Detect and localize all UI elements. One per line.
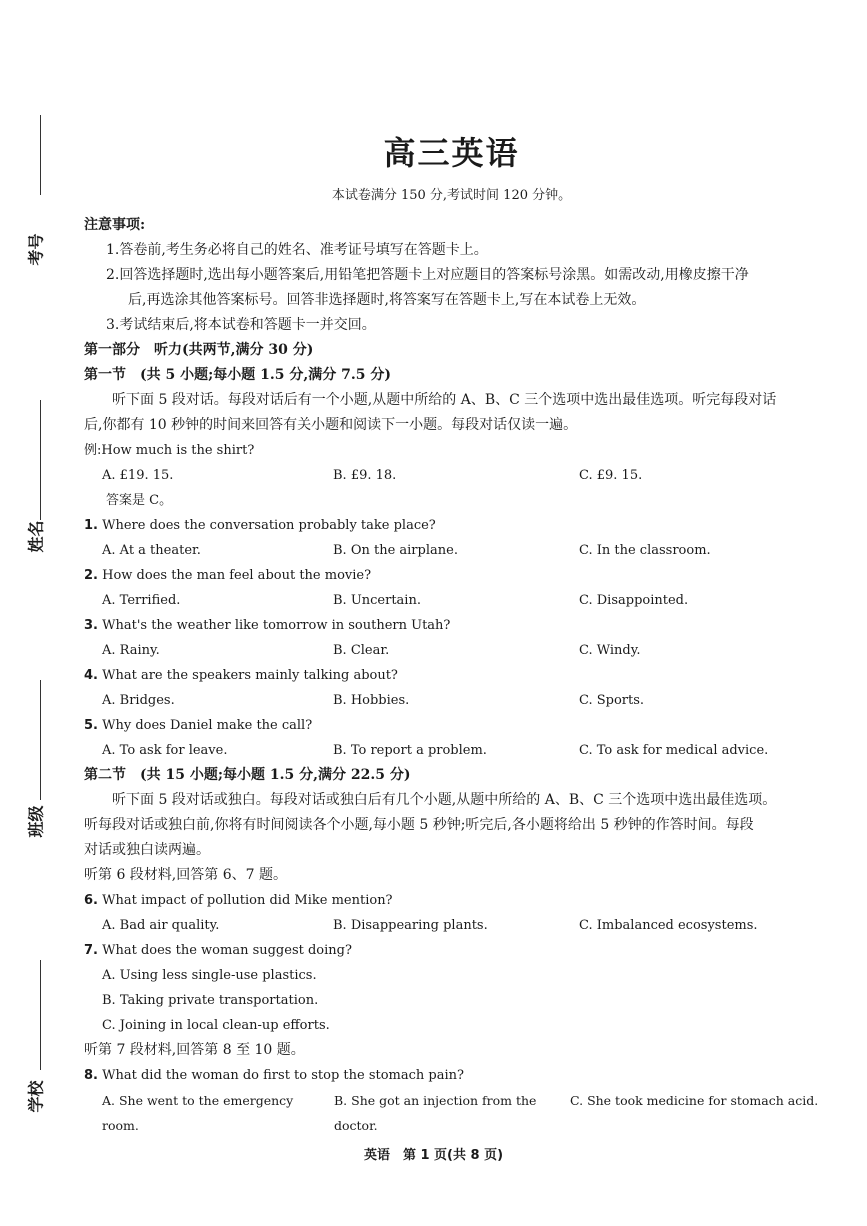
option-b: B. Hobbies. — [333, 693, 410, 708]
material-7-instruction: 听第 7 段材料,回答第 8 至 10 题。 — [84, 1042, 305, 1058]
question-text: Why does Daniel make the call? — [102, 718, 313, 733]
option-b: B. Uncertain. — [333, 593, 421, 608]
margin-line — [40, 115, 41, 195]
exam-subtitle: 本试卷满分 150 分,考试时间 120 分钟。 — [331, 188, 572, 203]
question-2 — [84, 563, 819, 588]
notice-item: 3.考试结束后,将本试卷和答题卡一并交回。 — [106, 317, 376, 333]
option-c: C. Disappointed. — [579, 593, 689, 608]
section2-intro-cont: 对话或独白读两遍。 — [84, 842, 210, 858]
option-c: C. Imbalanced ecosystems. — [579, 918, 758, 933]
exam-number-label: 考号 — [26, 233, 46, 266]
material-6-instruction: 听第 6 段材料,回答第 6、7 题。 — [84, 867, 287, 883]
option-a: A. Using less single-use plastics. — [102, 968, 317, 983]
section1-intro-cont: 后,你都有 10 秒钟的时间来回答有关小题和阅读下一小题。每段对话仅读一遍。 — [84, 417, 578, 433]
option-b: B. Taking private transportation. — [102, 993, 319, 1008]
exam-page — [84, 128, 819, 1138]
option-b: B. She got an injection from the doctor. — [334, 1093, 537, 1133]
question-text: What's the weather like tomorrow in southern Utah? — [102, 618, 451, 633]
option-a: A. To ask for leave. — [102, 743, 228, 758]
question-number: 5. — [84, 718, 98, 733]
name-label: 姓名 — [26, 520, 46, 553]
question-number: 7. — [84, 943, 98, 958]
question-3-options — [84, 638, 819, 663]
question-2-options — [84, 588, 819, 613]
class-label: 班级 — [26, 805, 46, 838]
option-a: A. £19. 15. — [102, 468, 174, 483]
question-number: 1. — [84, 518, 98, 533]
question-6 — [84, 888, 819, 913]
question-7 — [84, 938, 819, 963]
question-5-options — [84, 738, 819, 763]
option-a: A. Bad air quality. — [102, 918, 220, 933]
notice-item: 2.回答选择题时,选出每小题答案后,用铅笔把答题卡上对应题目的答案标号涂黑。如需改动,用橡皮擦干净 — [106, 267, 749, 283]
option-b: B. Clear. — [333, 643, 390, 658]
school-label: 学校 — [26, 1080, 46, 1113]
question-1 — [84, 513, 819, 538]
notice-heading: 注意事项: — [84, 217, 146, 233]
question-5 — [84, 713, 819, 738]
part1-heading: 第一部分 听力(共两节,满分 30 分) — [84, 342, 314, 358]
margin-line — [40, 680, 41, 800]
option-b: B. £9. 18. — [333, 468, 397, 483]
option-b: B. Disappearing plants. — [333, 918, 488, 933]
option-c: C. Windy. — [579, 643, 641, 658]
section1-heading: 第一节 (共 5 小题;每小题 1.5 分,满分 7.5 分) — [84, 367, 391, 383]
question-1-options — [84, 538, 819, 563]
option-c: C. £9. 15. — [579, 468, 643, 483]
question-number: 2. — [84, 568, 98, 583]
question-4 — [84, 663, 819, 688]
option-c: C. Joining in local clean-up efforts. — [102, 1018, 330, 1033]
option-b: B. On the airplane. — [333, 543, 458, 558]
question-6-options — [84, 913, 819, 938]
page-title: 高三英语 — [383, 134, 520, 172]
question-number: 8. — [84, 1068, 98, 1083]
question-number: 3. — [84, 618, 98, 633]
question-8 — [84, 1063, 819, 1088]
section1-intro: 听下面 5 段对话。每段对话后有一个小题,从题中所给的 A、B、C 三个选项中选出最佳选项。听完每段对话 — [112, 392, 777, 408]
example-question: 例:How much is the shirt? — [84, 443, 255, 458]
option-c: C. She took medicine for stomach acid. — [570, 1093, 819, 1108]
notice-item: 后,再选涂其他答案标号。回答非选择题时,将答案写在答题卡上,写在本试卷上无效。 — [128, 292, 646, 308]
option-c: C. To ask for medical advice. — [579, 743, 769, 758]
section2-heading: 第二节 (共 15 小题;每小题 1.5 分,满分 22.5 分) — [84, 767, 411, 783]
question-text: What did the woman do first to stop the stomach pain? — [102, 1068, 464, 1083]
margin-line — [40, 400, 41, 520]
question-text: What are the speakers mainly talking about? — [102, 668, 398, 683]
question-text: What does the woman suggest doing? — [102, 943, 352, 958]
question-text: How does the man feel about the movie? — [102, 568, 372, 583]
option-a: A. At a theater. — [102, 543, 201, 558]
option-a: A. Terrified. — [102, 593, 181, 608]
notice-item: 1.答卷前,考生务必将自己的姓名、准考证号填写在答题卡上。 — [106, 242, 488, 258]
question-number: 6. — [84, 893, 98, 908]
margin-line — [40, 960, 41, 1070]
question-3 — [84, 613, 819, 638]
example-answer: 答案是 C。 — [106, 493, 173, 508]
page-footer: 英语 第 1 页(共 8 页) — [363, 1148, 504, 1163]
example-options — [84, 463, 819, 488]
option-b: B. To report a problem. — [333, 743, 487, 758]
question-number: 4. — [84, 668, 98, 683]
question-8-options — [84, 1088, 819, 1138]
option-a: A. Bridges. — [102, 693, 175, 708]
option-c: C. In the classroom. — [579, 543, 711, 558]
section2-intro-cont: 听每段对话或独白前,你将有时间阅读各个小题,每小题 5 秒钟;听完后,各小题将给出 5 秒钟的作答时间。每段 — [84, 817, 754, 833]
option-c: C. Sports. — [579, 693, 645, 708]
option-a: A. She went to the emergency room. — [102, 1093, 294, 1133]
section2-intro: 听下面 5 段对话或独白。每段对话或独白后有几个小题,从题中所给的 A、B、C 三个选项中选出最佳选项。 — [112, 792, 777, 808]
question-text: Where does the conversation probably take place? — [102, 518, 436, 533]
question-4-options — [84, 688, 819, 713]
option-a: A. Rainy. — [102, 643, 160, 658]
question-text: What impact of pollution did Mike mention? — [102, 893, 393, 908]
binding-margin — [0, 0, 70, 1226]
